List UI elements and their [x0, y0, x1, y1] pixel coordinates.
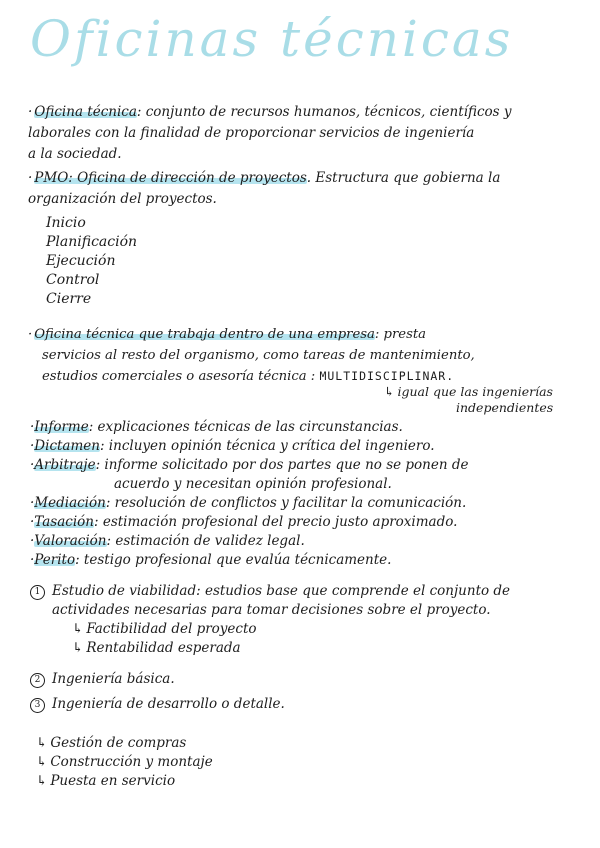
arrow-icon: ↳: [384, 384, 395, 399]
arrow-icon: ↳: [36, 773, 48, 789]
definition-item: ·Dictamen: incluyen opinión técnica y crítica del ingeniero.: [30, 438, 435, 454]
company-line-3: estudios comerciales o asesoría técnica : MULTIDISCIPLINAR.: [42, 369, 455, 384]
step-sub-item: ↳ Factibilidad del proyecto: [72, 621, 257, 637]
company-block: [28, 324, 586, 387]
definition-item: ·Tasación: estimación profesional del precio justo aproximado.: [30, 514, 458, 530]
arrow-icon: ↳: [72, 640, 84, 656]
multidisciplinar-label: MULTIDISCIPLINAR.: [319, 369, 455, 383]
tail-item: ↳ Puesta en servicio: [36, 773, 176, 789]
company-line-2: servicios al resto del organismo, como tareas de mantenimiento,: [42, 348, 475, 363]
company-line-1: · Oficina técnica que trabaja dentro de una empresa: presta: [28, 327, 427, 342]
intro-term: Oficina técnica: [34, 104, 137, 120]
page-title: Oficinas técnicas: [30, 10, 514, 68]
arrow-icon: ↳: [36, 754, 48, 770]
step-item-cont: actividades necesarias para tomar decisiones sobre el proyecto.: [52, 602, 491, 618]
intro-line-2: laborales con la finalidad de proporcionar servicios de ingeniería: [28, 125, 475, 141]
definition-item: ·Valoración: estimación de validez legal.: [30, 533, 305, 549]
definition-item: ·Informe: explicaciones técnicas de las circunstancias.: [30, 419, 403, 435]
pmo-line-2: organización del proyectos.: [28, 191, 217, 207]
company-term: Oficina técnica que trabaja dentro de una empresa: [34, 327, 375, 342]
intro-line-3: a la sociedad.: [28, 146, 122, 162]
phase-item: Planificación: [46, 234, 138, 250]
intro-line-1: · Oficina técnica: conjunto de recursos humanos, técnicos, científicos y: [28, 104, 512, 120]
pmo-phase-list: [46, 214, 137, 309]
tail-item: ↳ Gestión de compras: [36, 735, 187, 751]
step-number: 1: [30, 585, 45, 600]
steps-list: [30, 582, 510, 714]
company-note: ↳ igual que las ingenierías independientes: [384, 384, 554, 415]
definitions-list: [30, 418, 468, 570]
definition-item-cont: acuerdo y necesitan opinión profesional.: [114, 476, 392, 492]
step-number: 2: [30, 673, 45, 688]
phase-item: Cierre: [46, 291, 92, 307]
tail-item: ↳ Construcción y montaje: [36, 754, 213, 770]
definition-item: ·Perito: testigo profesional que evalúa técnicamente.: [30, 552, 392, 568]
step-item: 2 Ingeniería básica.: [30, 670, 510, 689]
step-item: 3 Ingeniería de desarrollo o detalle.: [30, 695, 510, 714]
definition-item: ·Mediación: resolución de conflictos y facilitar la comunicación.: [30, 495, 467, 511]
arrow-icon: ↳: [72, 621, 84, 637]
arrow-icon: ↳: [36, 735, 48, 751]
step-number: 3: [30, 698, 45, 713]
tail-list: [36, 734, 213, 791]
pmo-line-1: · PMO: Oficina de dirección de proyectos. Estructura que gobierna la: [28, 170, 501, 186]
phase-item: Ejecución: [46, 253, 116, 269]
intro-block: [28, 102, 586, 165]
phase-item: Control: [46, 272, 100, 288]
pmo-term: PMO: Oficina de dirección de proyectos: [34, 170, 307, 186]
step-sub-item: ↳ Rentabilidad esperada: [72, 640, 241, 656]
definition-item: ·Arbitraje: informe solicitado por dos partes que no se ponen de: [30, 457, 469, 473]
step-item: 1 Estudio de viabilidad: estudios base que comprende el conjunto de: [30, 582, 510, 601]
phase-item: Inicio: [46, 215, 86, 231]
pmo-block: [28, 168, 586, 210]
